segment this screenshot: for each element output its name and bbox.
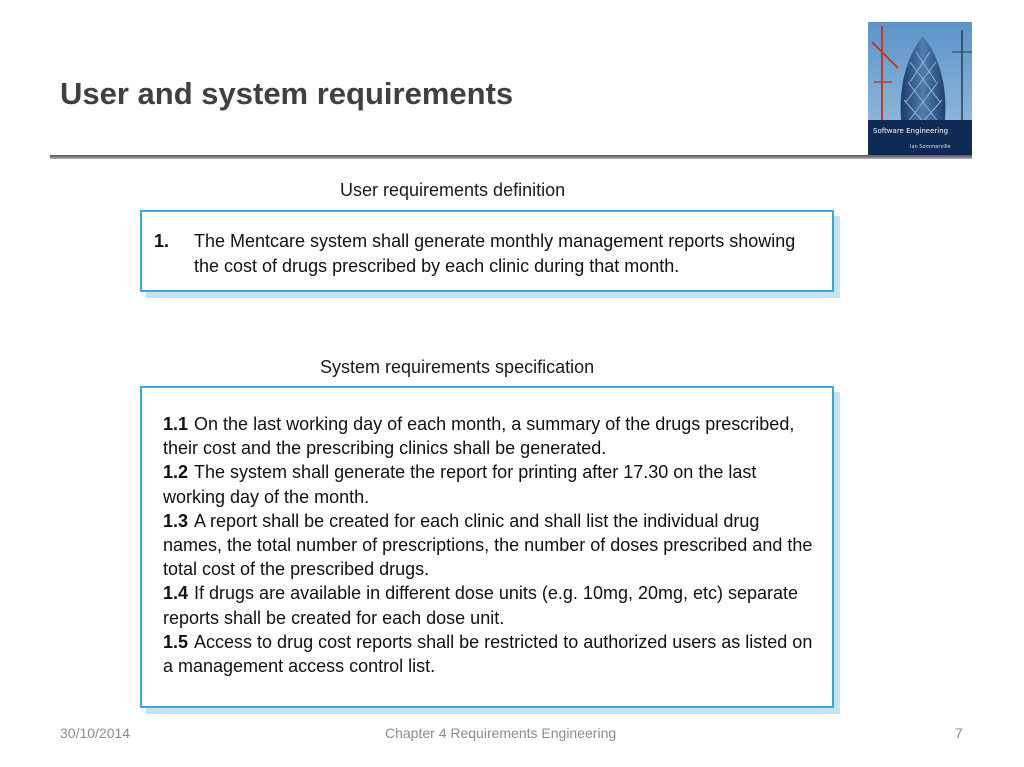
user-requirements-heading: User requirements definition — [340, 180, 566, 200]
requirement-text: If drugs are available in different dose units (e.g. 10mg, 20mg, etc) separate reports shall be created for each dose unit. — [163, 583, 799, 628]
system-requirements-heading: System requirements specification — [320, 357, 595, 377]
requirement-text: Access to drug cost reports shall be restricted to authorized users as listed on a management access control list. — [163, 631, 813, 677]
system-requirements-list — [163, 412, 823, 678]
cover-illustration — [868, 22, 972, 158]
cover-author: Ian Sommerville — [910, 144, 951, 150]
requirement-number: 1. — [154, 231, 170, 251]
system-requirement-item — [163, 509, 823, 582]
footer-date: 30/10/2014 — [60, 725, 131, 741]
footer-chapter: Chapter 4 Requirements Engineering — [385, 725, 617, 741]
title-divider — [50, 155, 972, 159]
system-requirements-box — [140, 386, 834, 708]
requirement-text: A report shall be created for each clinic and shall list the individual drug names, the total number of prescriptions, the number of doses prescribed and the total cost of the prescribed drugs. — [163, 510, 813, 580]
requirement-number: 1.4 — [163, 583, 189, 604]
requirement-text: The Mentcare system shall generate monthly management reports showing the cost of drugs prescribed by each clinic during that month. — [194, 231, 796, 276]
system-requirement-item — [163, 630, 823, 678]
book-cover-image — [868, 22, 972, 158]
requirement-text: On the last working day of each month, a summary of the drugs prescribed, their cost and the prescribing clinics shall be generated. — [163, 414, 795, 459]
user-requirements-box — [140, 210, 834, 292]
slide-title: User and system requirements — [60, 76, 514, 111]
requirement-number: 1.3 — [163, 510, 189, 531]
requirement-number: 1.1 — [163, 414, 189, 434]
system-requirement-item — [163, 460, 823, 508]
user-requirement-item — [154, 229, 824, 279]
system-requirement-item — [163, 412, 823, 460]
requirement-number: 1.2 — [163, 462, 189, 483]
system-requirement-item — [163, 581, 823, 629]
cover-title: Software Engineering — [873, 127, 949, 135]
footer-page-number: 7 — [955, 725, 963, 741]
requirement-number: 1.5 — [163, 631, 189, 652]
requirement-text: The system shall generate the report for printing after 17.30 on the last working day of the month. — [163, 462, 757, 507]
